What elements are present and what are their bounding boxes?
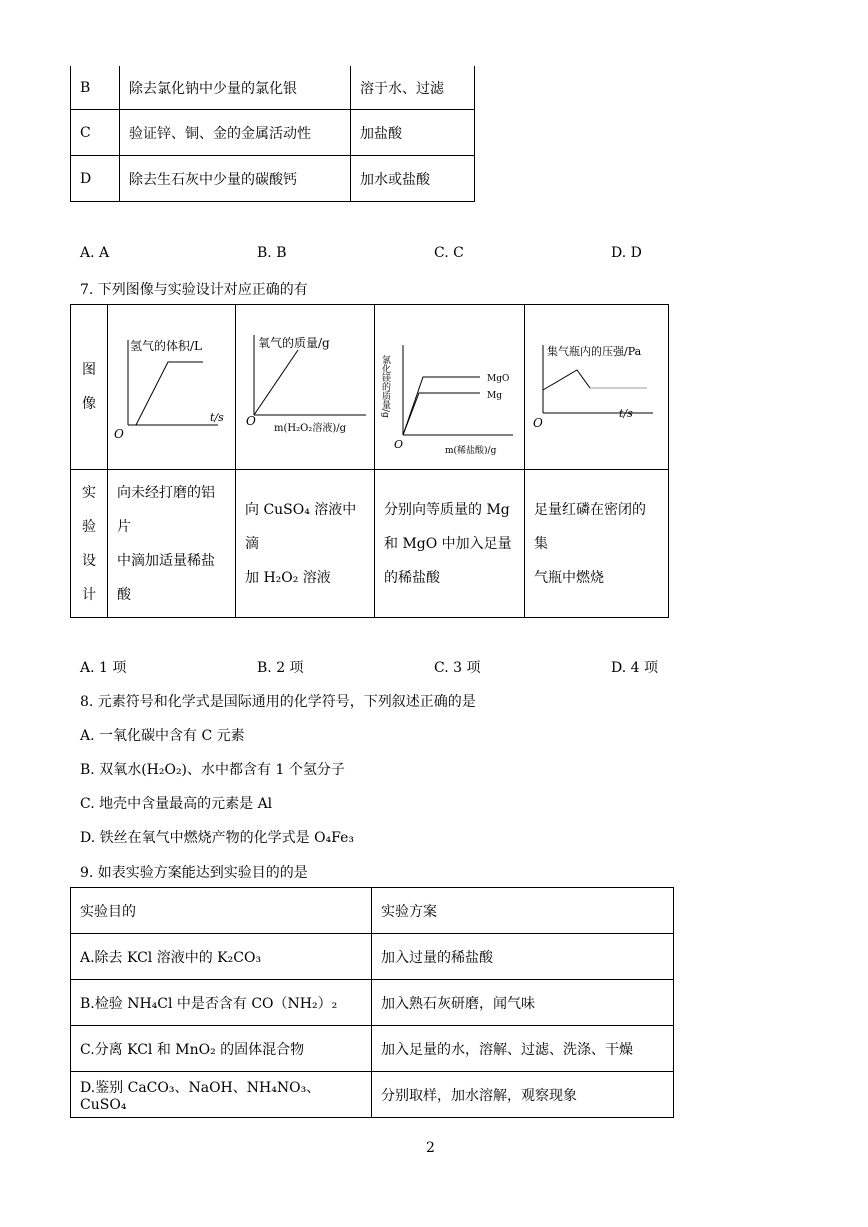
row-reagent: 加盐酸 xyxy=(351,110,475,156)
choice-b[interactable]: B. B xyxy=(257,245,287,261)
svg-text:O: O xyxy=(246,414,256,428)
svg-text:Mg: Mg xyxy=(487,391,502,401)
svg-text:m(H₂O₂溶液)/g: m(H₂O₂溶液)/g xyxy=(274,423,346,434)
choice-d[interactable]: D. D xyxy=(611,245,642,261)
choice-a[interactable]: A. A xyxy=(80,245,110,261)
graph-3 xyxy=(375,305,524,465)
svg-text:氯化镁的质量/g: 氯化镁的质量/g xyxy=(380,355,390,418)
row-method: 除去氯化钠中少量的氯化银 xyxy=(120,66,351,110)
q7-table xyxy=(70,304,669,618)
row-purpose: D.鉴别 CaCO₃、NaOH、NH₄NO₃、CuSO₄ xyxy=(71,1072,372,1118)
q8-stem: 8. 元素符号和化学式是国际通用的化学符号，下列叙述正确的是 xyxy=(80,694,476,710)
q6-choices xyxy=(80,245,680,265)
graph-2 xyxy=(236,305,374,465)
svg-text:O: O xyxy=(533,416,543,430)
row-method: 除去生石灰中少量的碳酸钙 xyxy=(120,156,351,202)
row-purpose: A.除去 KCl 溶液中的 K₂CO₃ xyxy=(71,934,372,980)
row-method: 验证锌、铜、金的金属活动性 xyxy=(120,110,351,156)
row-label-design: 实 验 设 计 xyxy=(71,470,108,618)
svg-text:t/s: t/s xyxy=(619,407,633,420)
svg-text:m(稀盐酸)/g: m(稀盐酸)/g xyxy=(445,446,497,456)
svg-text:氧气的质量/g: 氧气的质量/g xyxy=(258,336,330,350)
design-1: 向未经打磨的铝 片 中滴加适量稀盐 酸 xyxy=(108,470,236,618)
row-label: D xyxy=(71,156,120,202)
q7-stem: 7. 下列图像与实验设计对应正确的有 xyxy=(80,282,308,298)
q8-option-d[interactable]: D. 铁丝在氧气中燃烧产物的化学式是 O₄Fe₃ xyxy=(80,830,355,846)
table-row xyxy=(71,1026,674,1072)
q9-table xyxy=(70,887,674,1118)
graph-3-cell xyxy=(375,305,525,470)
choice-b[interactable]: B. 2 项 xyxy=(257,660,304,676)
row-plan: 加入足量的水，溶解、过滤、洗涤、干燥 xyxy=(372,1026,674,1072)
choice-c[interactable]: C. 3 项 xyxy=(434,660,481,676)
choice-a[interactable]: A. 1 项 xyxy=(80,660,127,676)
page-number: 2 xyxy=(426,1140,435,1156)
graph-2-cell xyxy=(236,305,375,470)
table-header-row xyxy=(71,888,674,934)
graph-1-cell xyxy=(108,305,236,470)
row-reagent: 加水或盐酸 xyxy=(351,156,475,202)
row-label: C xyxy=(71,110,120,156)
row-reagent: 溶于水、过滤 xyxy=(351,66,475,110)
row-plan: 加入过量的稀盐酸 xyxy=(372,934,674,980)
svg-text:集气瓶内的压强/Pa: 集气瓶内的压强/Pa xyxy=(547,345,642,358)
graph-4 xyxy=(525,305,668,465)
q6-table xyxy=(70,66,475,202)
row-purpose: B.检验 NH₄Cl 中是否含有 CO（NH₂）₂ xyxy=(71,980,372,1026)
table-row xyxy=(71,156,475,202)
choice-c[interactable]: C. C xyxy=(434,245,464,261)
svg-text:MgO: MgO xyxy=(487,374,510,384)
graph-4-cell xyxy=(525,305,669,470)
svg-text:氢气的体积/L: 氢气的体积/L xyxy=(130,339,203,353)
row-label: B xyxy=(71,66,120,110)
svg-text:O: O xyxy=(394,438,404,451)
q7-choices xyxy=(80,657,680,677)
table-row xyxy=(71,110,475,156)
table-row xyxy=(71,66,475,110)
graph-1 xyxy=(108,305,235,465)
graph-row xyxy=(71,305,669,470)
design-row xyxy=(71,470,669,618)
row-plan: 加入熟石灰研磨，闻气味 xyxy=(372,980,674,1026)
row-plan: 分别取样，加水溶解，观察现象 xyxy=(372,1072,674,1118)
design-2: 向 CuSO₄ 溶液中 滴 加 H₂O₂ 溶液 xyxy=(236,470,375,618)
table-row xyxy=(71,1072,674,1118)
row-label-graph: 图 像 xyxy=(71,305,108,470)
svg-text:O: O xyxy=(114,427,124,441)
header-plan: 实验方案 xyxy=(372,888,674,934)
table-row xyxy=(71,934,674,980)
q8-option-c[interactable]: C. 地壳中含量最高的元素是 Al xyxy=(80,796,273,812)
table-row xyxy=(71,980,674,1026)
q9-stem: 9. 如表实验方案能达到实验目的的是 xyxy=(80,865,308,881)
choice-d[interactable]: D. 4 项 xyxy=(611,660,658,676)
q8-option-b[interactable]: B. 双氧水(H₂O₂)、水中都含有 1 个氢分子 xyxy=(80,762,345,778)
design-4: 足量红磷在密闭的 集 气瓶中燃烧 xyxy=(525,470,669,618)
header-purpose: 实验目的 xyxy=(71,888,372,934)
design-3: 分别向等质量的 Mg 和 MgO 中加入足量 的稀盐酸 xyxy=(375,470,525,618)
q8-option-a[interactable]: A. 一氧化碳中含有 C 元素 xyxy=(80,728,245,744)
svg-text:t/s: t/s xyxy=(210,411,224,424)
row-purpose: C.分离 KCl 和 MnO₂ 的固体混合物 xyxy=(71,1026,372,1072)
